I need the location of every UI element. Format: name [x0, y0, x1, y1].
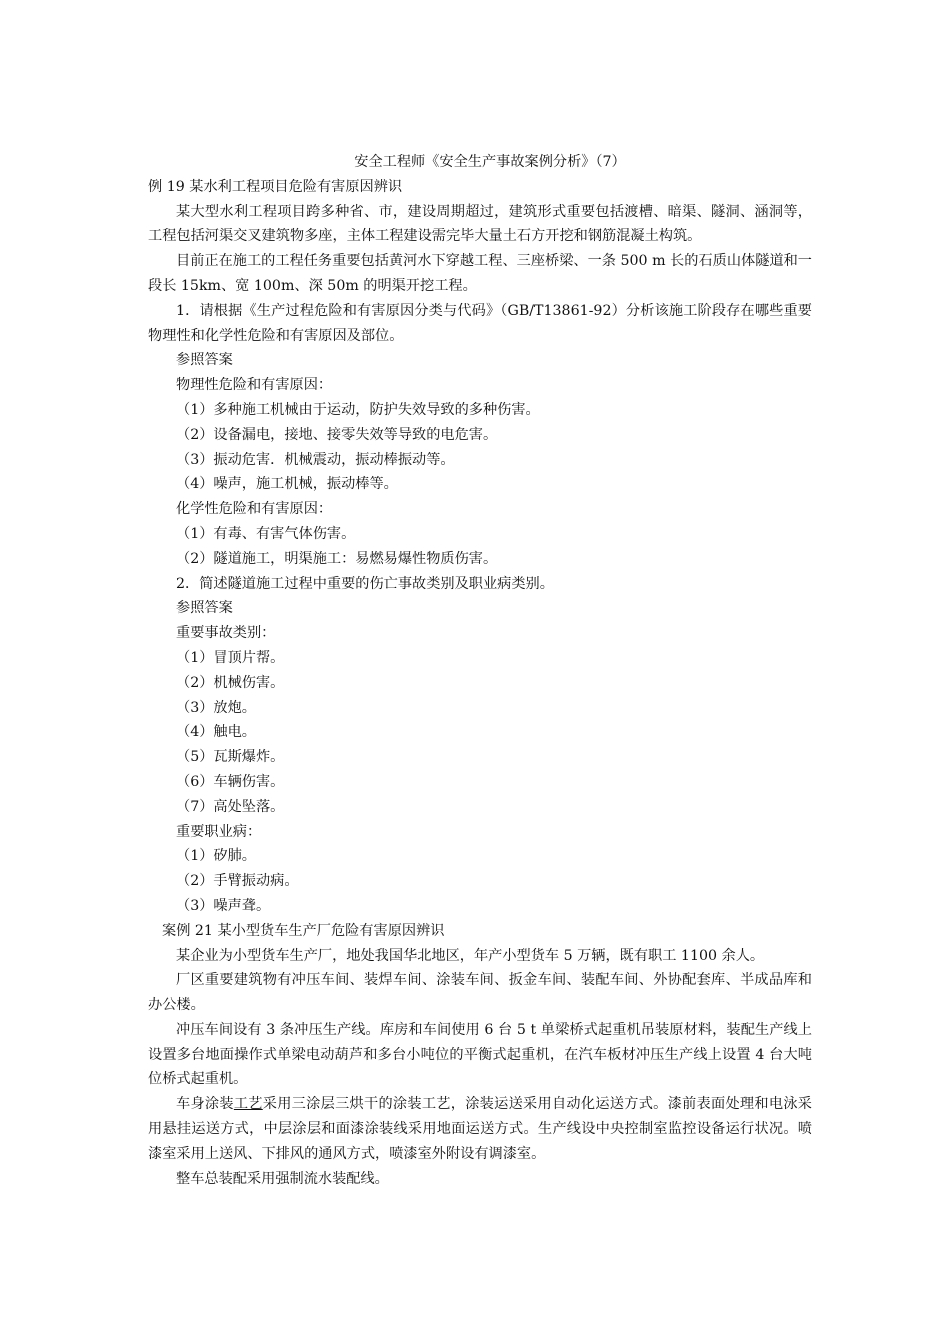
- chemical-hazard-item: （1）有毒、有害气体伤害。: [176, 525, 356, 542]
- case19-paragraph-2: 目前正在施工的工程任务重要包括黄河水下穿越工程、三座桥梁、一条 500 m 长的石质山体隧道和一段长 15km、宽 100m、深 50m 的明渠开挖工程。: [148, 253, 812, 294]
- accident-item: （3）放炮。: [176, 699, 256, 716]
- accident-types-label: 重要事故类别：: [176, 625, 276, 642]
- answer-label: 参照答案: [176, 352, 233, 369]
- accident-item: （6）车辆伤害。: [176, 773, 285, 790]
- case19-paragraph-1: 某大型水利工程项目跨多种省、市，建设周期超过，建筑形式重要包括渡槽、暗渠、隧洞、涵洞等，工程包括河渠交叉建筑物多座，主体工程建设需完毕大量土石方开挖和钢筋混凝土构筑。: [148, 203, 812, 245]
- case21-paragraph-3: 冲压车间设有 3 条冲压生产线。库房和车间使用 6 台 5 t 单梁桥式起重机吊装原材料，装配生产线上设置多台地面操作式单梁电动葫芦和多台小吨位的平衡式起重机，在汽车板材冲压生产线上设置 4 台大吨位桥式起重机。: [148, 1021, 812, 1088]
- physical-hazards-label: 物理性危险和有害原因：: [176, 377, 333, 394]
- answer-label-2: 参照答案: [176, 600, 233, 617]
- process-link[interactable]: 工艺: [233, 1096, 263, 1113]
- document-body: [148, 150, 812, 1191]
- case21-heading: 案例 21 某小型货车生产厂危险有害原因辨识: [162, 922, 445, 939]
- case19-question-2: 2．简述隧道施工过程中重要的伤亡事故类别及职业病类别。: [176, 575, 554, 592]
- document-title: 安全工程师《安全生产事故案例分析》（7）: [354, 154, 626, 170]
- disease-item: （2）手臂振动病。: [176, 873, 299, 890]
- physical-hazard-item: （3）振动危害．机械震动，振动棒振动等。: [176, 451, 455, 468]
- case19-question-1: 1．请根据《生产过程危险和有害原因分类与代码》（GB/T13861-92）分析该施工阶段存在哪些重要物理性和化学性危险和有害原因及部位。: [148, 302, 812, 344]
- physical-hazard-item: （1）多种施工机械由于运动，防护失效导致的多种伤害。: [176, 401, 540, 418]
- physical-hazard-item: （4）噪声，施工机械，振动棒等。: [176, 476, 398, 493]
- accident-item: （2）机械伤害。: [176, 674, 285, 691]
- accident-item: （1）冒顶片帮。: [176, 649, 285, 666]
- occupational-disease-label: 重要职业病：: [176, 823, 262, 840]
- accident-item: （7）高处坠落。: [176, 798, 285, 815]
- disease-item: （3）噪声聋。: [176, 897, 271, 914]
- para4-text-a: 车身涂装: [176, 1096, 234, 1113]
- case21-paragraph-4: [148, 1092, 812, 1166]
- physical-hazard-item: （2）设备漏电，接地、接零失效等导致的电危害。: [176, 426, 498, 443]
- case19-heading: 例 19 某水利工程项目危险有害原因辨识: [148, 178, 403, 195]
- accident-item: （4）触电。: [176, 724, 256, 741]
- chemical-hazard-item: （2）隧道施工，明渠施工：易燃易爆性物质伤害。: [176, 550, 498, 567]
- chemical-hazards-label: 化学性危险和有害原因：: [176, 501, 333, 518]
- accident-item: （5）瓦斯爆炸。: [176, 749, 285, 766]
- case21-paragraph-1: 某企业为小型货车生产厂，地处我国华北地区，年产小型货车 5 万辆，既有职工 1100 余人。: [176, 947, 765, 964]
- para4-text-b: 采用三涂层三烘干的涂装工艺，涂装运送采用自动化运送方式。漆前表面处理和电泳采用悬挂运送方式，中层涂层和面漆涂装线采用地面运送方式。生产线设中央控制室监控设备运行状况。喷漆室采用上送风、下排风的通风方式，喷漆室外附设有调漆室。: [148, 1096, 812, 1162]
- disease-item: （1）矽肺。: [176, 848, 256, 865]
- case21-paragraph-5: 整车总装配采用强制流水装配线。: [176, 1170, 389, 1187]
- case21-paragraph-2: 厂区重要建筑物有冲压车间、装焊车间、涂装车间、扳金车间、装配车间、外协配套库、半成品库和办公楼。: [148, 972, 812, 1014]
